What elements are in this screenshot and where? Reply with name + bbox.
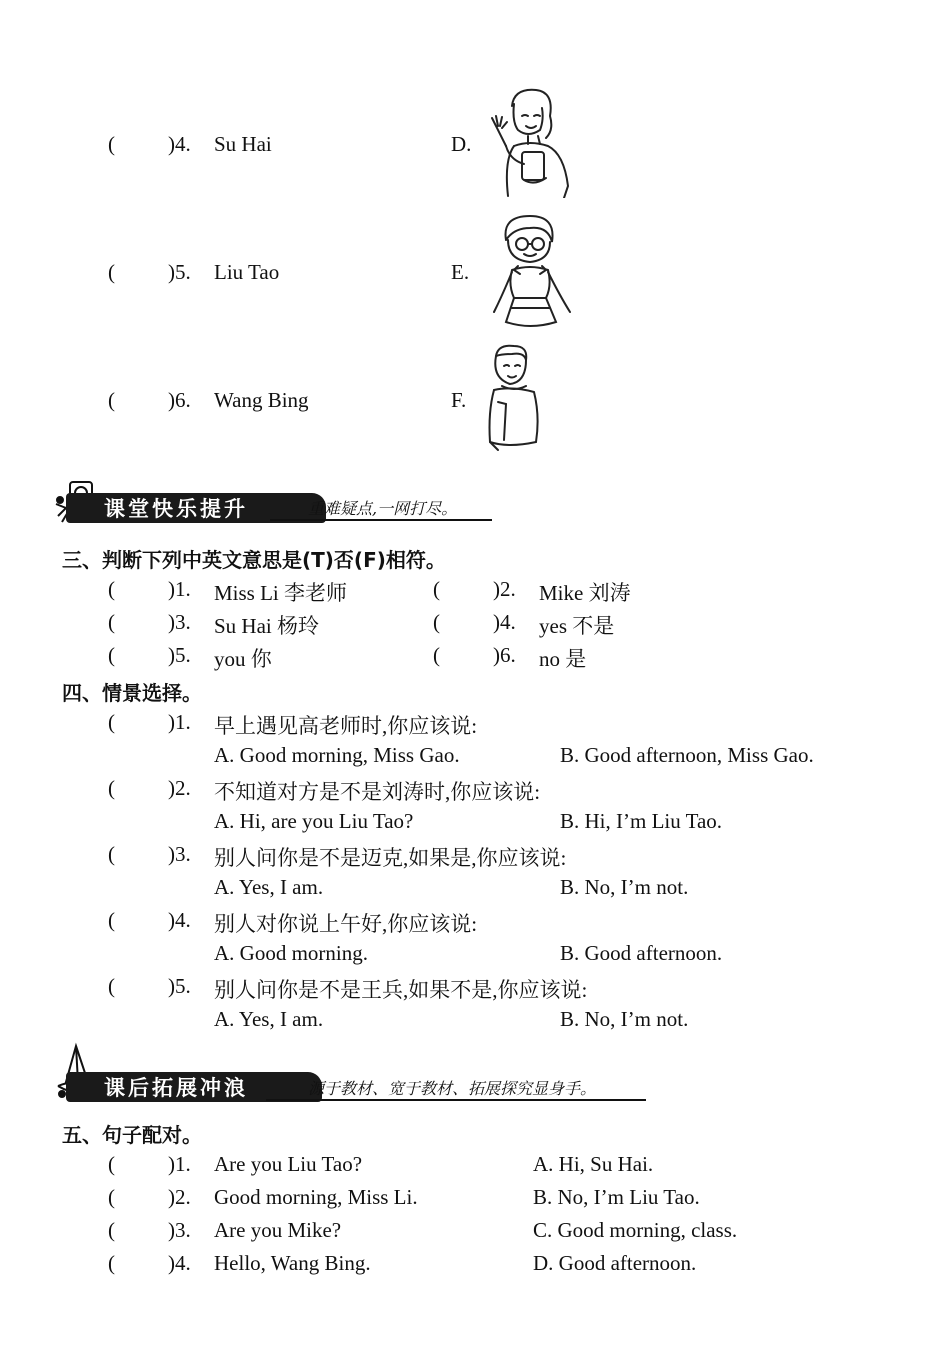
item-text: Su Hai 杨玲 — [214, 614, 319, 638]
option-a[interactable]: A. Yes, I am. — [214, 1007, 324, 1031]
option-b[interactable]: B. Good afternoon. — [560, 941, 723, 965]
item-text: you 你 — [214, 647, 272, 671]
item-number: )5. — [168, 260, 191, 284]
item-number: )2. — [168, 1185, 191, 1209]
response-option: B. No, I’m Liu Tao. — [533, 1185, 700, 1209]
option-a[interactable]: A. Good morning. — [214, 941, 368, 965]
answer-paren[interactable]: ( — [108, 577, 115, 601]
option-a[interactable]: A. Hi, are you Liu Tao? — [214, 809, 414, 833]
item-number: )2. — [493, 577, 516, 601]
banner-title: 课堂快乐提升 — [104, 497, 248, 521]
banner-title: 课后拓展冲浪 — [104, 1076, 248, 1100]
answer-paren[interactable]: ( — [108, 842, 115, 866]
item-number: )3. — [168, 610, 191, 634]
answer-paren[interactable]: ( — [108, 643, 115, 667]
banner-underline — [266, 1099, 646, 1101]
answer-paren[interactable]: ( — [108, 1218, 115, 1242]
answer-paren[interactable]: ( — [108, 1251, 115, 1275]
item-number: )2. — [168, 776, 191, 800]
item-number: )3. — [168, 842, 191, 866]
answer-paren[interactable]: ( — [108, 388, 115, 412]
sentence-text: Good morning, Miss Li. — [214, 1185, 418, 1209]
item-name: Wang Bing — [214, 388, 309, 412]
answer-paren[interactable]: ( — [108, 132, 115, 156]
boy-illustration — [482, 342, 546, 456]
item-name: Liu Tao — [214, 260, 280, 284]
item-text: Mike 刘涛 — [539, 581, 631, 605]
sentence-text: Hello, Wang Bing. — [214, 1251, 371, 1275]
item-number: )4. — [168, 132, 191, 156]
option-b[interactable]: B. No, I’m not. — [560, 875, 689, 899]
answer-paren[interactable]: ( — [433, 610, 440, 634]
picture-letter: D. — [451, 132, 472, 156]
sentence-text: Are you Mike? — [214, 1218, 342, 1242]
item-number: )1. — [168, 577, 191, 601]
option-a[interactable]: A. Yes, I am. — [214, 875, 324, 899]
item-text: yes 不是 — [539, 614, 615, 638]
section-banner-extension — [66, 1072, 322, 1102]
section-heading-3: 三、判断下列中英文意思是(T)否(F)相符。 — [62, 548, 446, 572]
option-b[interactable]: B. No, I’m not. — [560, 1007, 689, 1031]
item-number: )1. — [168, 710, 191, 734]
answer-paren[interactable]: ( — [433, 577, 440, 601]
sentence-text: Are you Liu Tao? — [214, 1152, 363, 1176]
answer-paren[interactable]: ( — [108, 908, 115, 932]
item-number: )6. — [493, 643, 516, 667]
option-a[interactable]: A. Good morning, Miss Gao. — [214, 743, 460, 767]
answer-paren[interactable]: ( — [108, 260, 115, 284]
item-number: )5. — [168, 974, 191, 998]
question-text: 别人问你是不是王兵,如果不是,你应该说: — [214, 978, 588, 1002]
item-number: )4. — [493, 610, 516, 634]
question-text: 不知道对方是不是刘涛时,你应该说: — [214, 780, 541, 804]
answer-paren[interactable]: ( — [108, 610, 115, 634]
item-text: Miss Li 李老师 — [214, 581, 348, 605]
item-number: )5. — [168, 643, 191, 667]
item-number: )4. — [168, 908, 191, 932]
answer-paren[interactable]: ( — [108, 974, 115, 998]
woman-waving-illustration — [484, 86, 582, 198]
section-heading-5: 五、句子配对。 — [62, 1123, 202, 1147]
answer-paren[interactable]: ( — [108, 776, 115, 800]
item-text: no 是 — [539, 647, 587, 671]
answer-paren[interactable]: ( — [433, 643, 440, 667]
response-option: D. Good afternoon. — [533, 1251, 697, 1275]
item-name: Su Hai — [214, 132, 272, 156]
banner-subtitle: 源于教材、宽于教材、拓展探究显身手。 — [308, 1079, 597, 1098]
picture-letter: F. — [451, 388, 467, 412]
answer-paren[interactable]: ( — [108, 710, 115, 734]
banner-underline — [270, 519, 492, 521]
option-b[interactable]: B. Hi, I’m Liu Tao. — [560, 809, 723, 833]
item-number: )1. — [168, 1152, 191, 1176]
answer-paren[interactable]: ( — [108, 1152, 115, 1176]
item-number: )6. — [168, 388, 191, 412]
question-text: 别人问你是不是迈克,如果是,你应该说: — [214, 846, 567, 870]
question-text: 别人对你说上午好,你应该说: — [214, 912, 478, 936]
banner-subtitle: 重难疑点,一网打尽。 — [308, 499, 458, 518]
girl-with-glasses-illustration — [490, 212, 576, 330]
item-number: )4. — [168, 1251, 191, 1275]
section-heading-4: 四、情景选择。 — [62, 681, 202, 705]
answer-paren[interactable]: ( — [108, 1185, 115, 1209]
question-text: 早上遇见高老师时,你应该说: — [214, 714, 478, 738]
item-number: )3. — [168, 1218, 191, 1242]
option-b[interactable]: B. Good afternoon, Miss Gao. — [560, 743, 814, 767]
response-option: C. Good morning, class. — [533, 1218, 738, 1242]
response-option: A. Hi, Su Hai. — [533, 1152, 654, 1176]
picture-letter: E. — [451, 260, 470, 284]
